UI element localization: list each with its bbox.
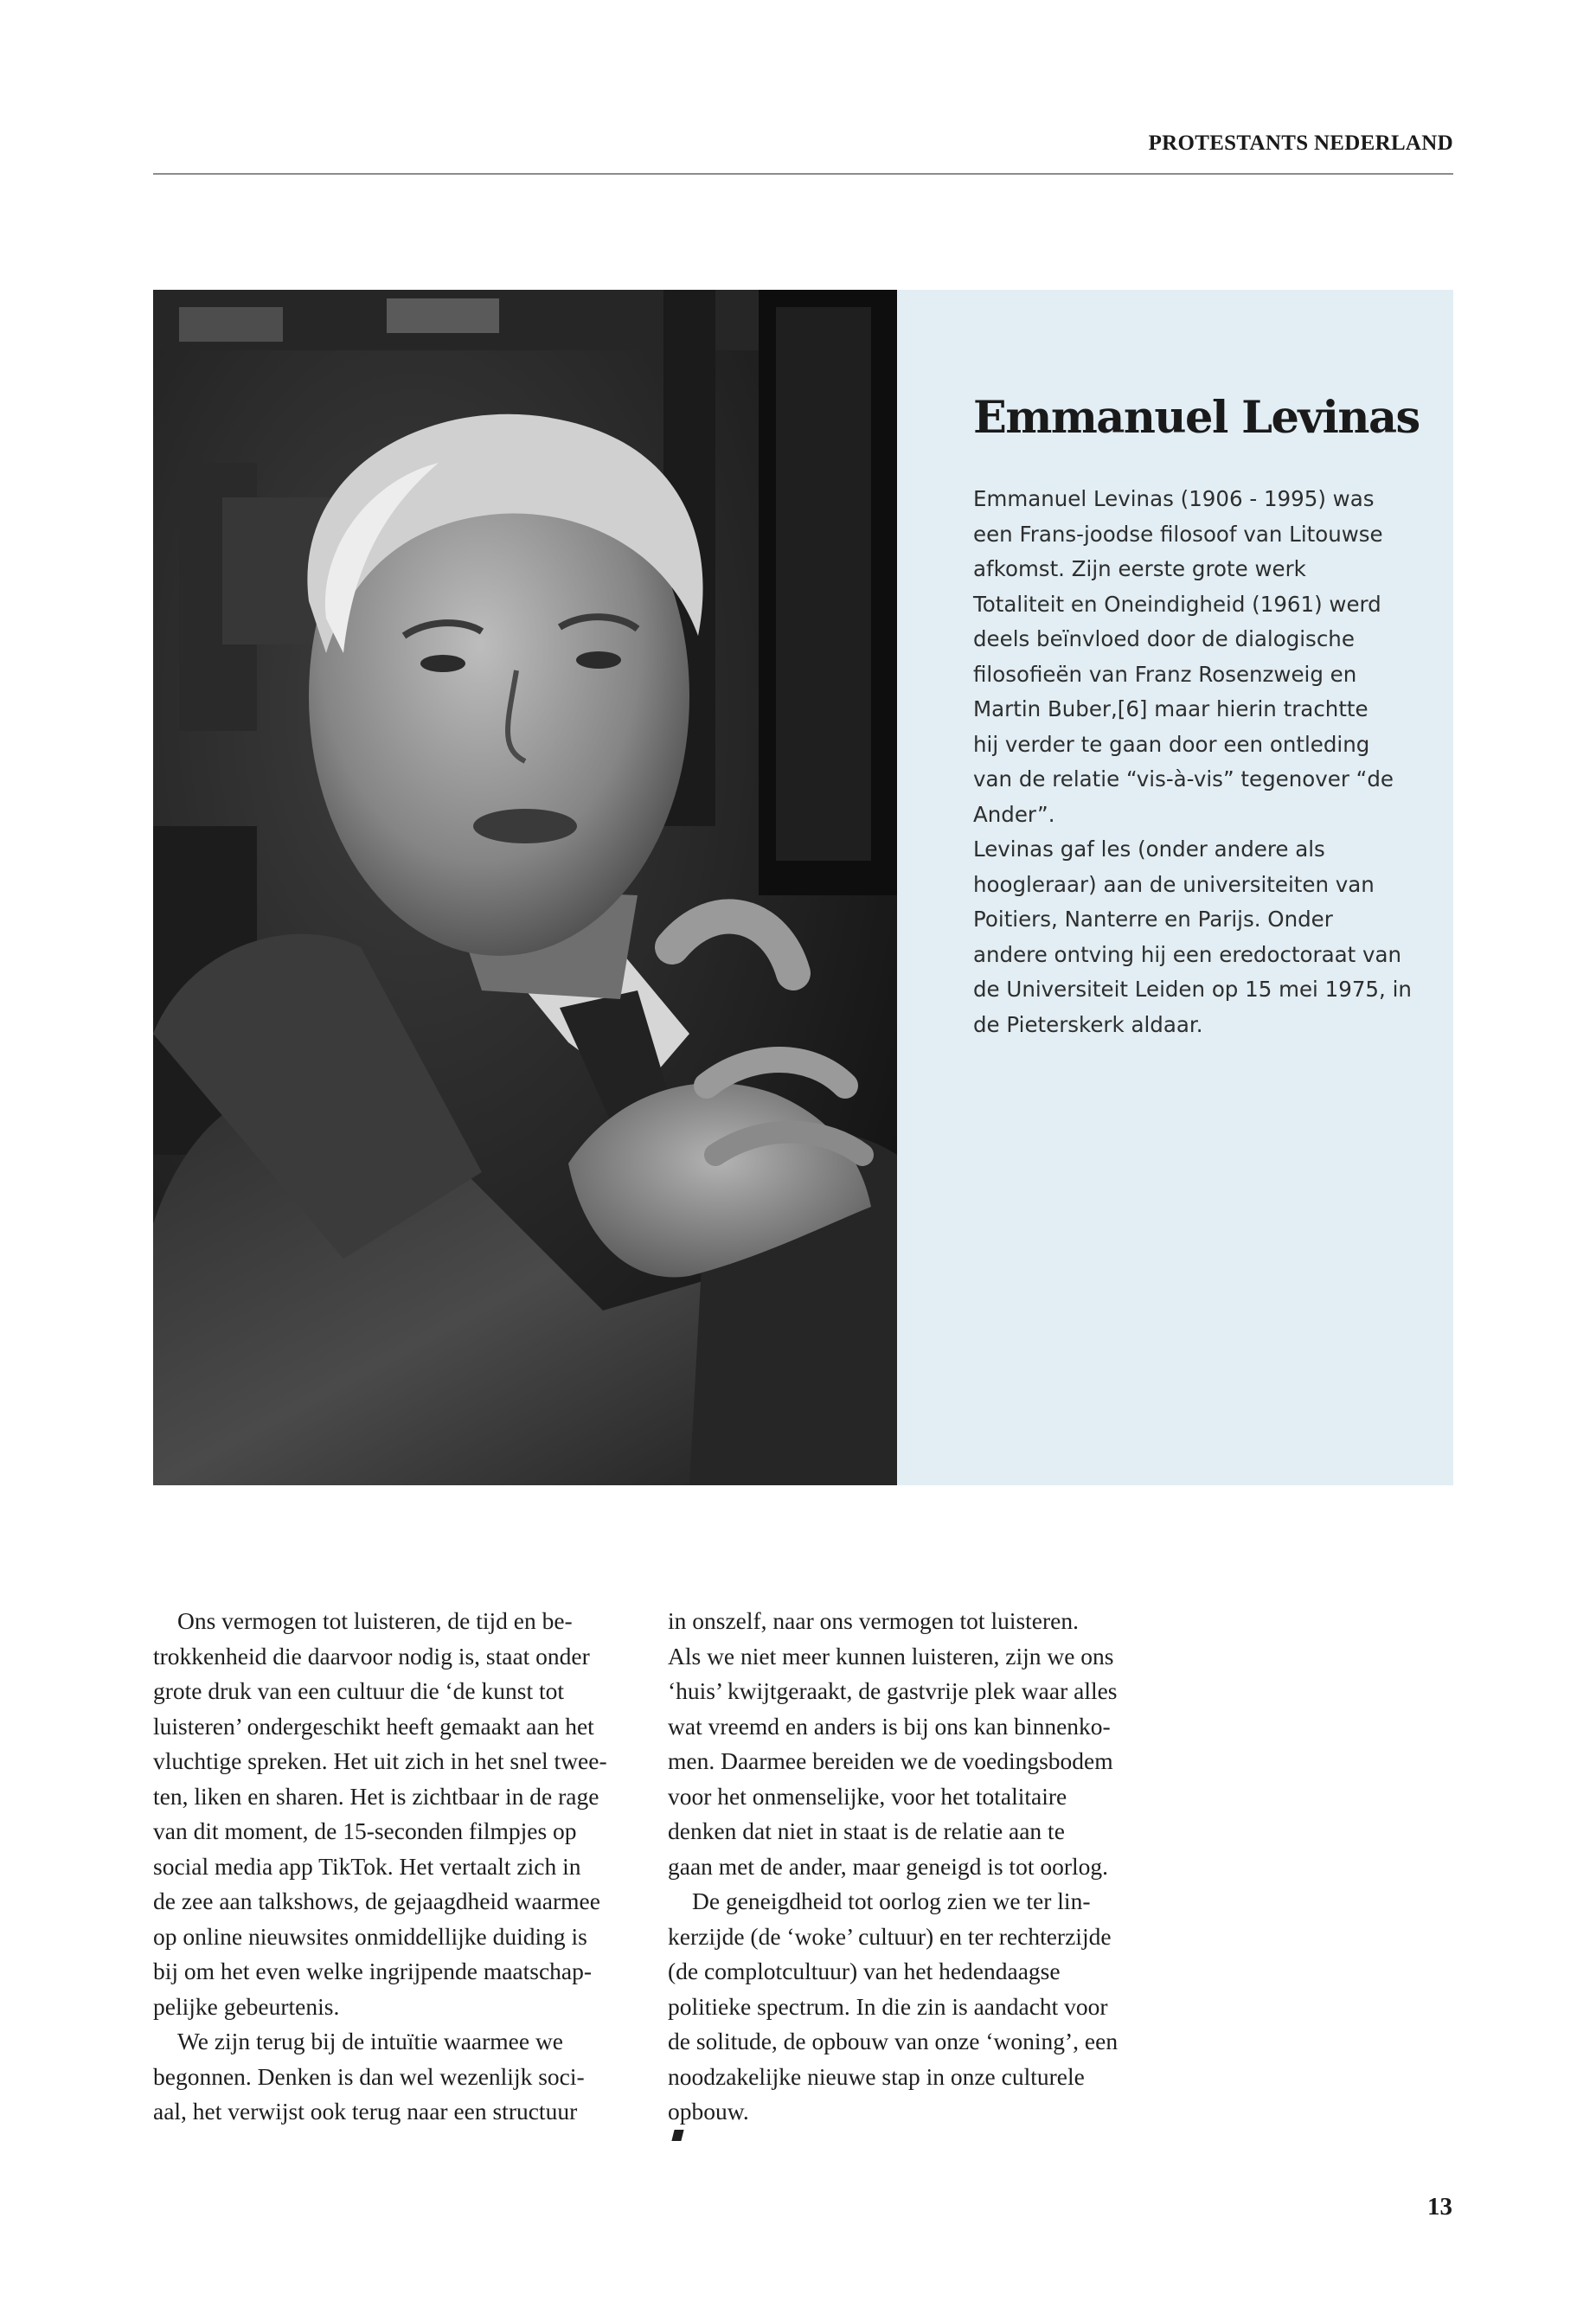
article-line: op online nieuwsites onmiddellijke duiding is (153, 1922, 587, 1950)
article-line: wat vreemd en anders is bij ons kan binnenko- (668, 1712, 1111, 1740)
biography-line: Martin Buber,[6] maar hierin trachtte (973, 696, 1368, 721)
article-line: We zijn terug bij de intuïtie waarmee we (177, 2028, 564, 2054)
article-line: de zee aan talkshows, de gejaagdheid waarmee (153, 1888, 600, 1914)
article-line: politieke spectrum. In die zin is aandacht voor (668, 1992, 1108, 2020)
biography-line: deels beïnvloed door de dialogische (973, 626, 1355, 651)
article-line: aal, het verwijst ook terug naar een structuur (153, 2098, 578, 2125)
biography-line: Totaliteit en Oneindigheid (1961) werd (973, 591, 1381, 617)
biography-line: afkomst. Zijn eerste grote werk (973, 556, 1306, 581)
article-line: ‘huis’ kwijtgeraakt, de gastvrije plek waar alles (668, 1677, 1118, 1704)
biography-line: de Pieterskerk aldaar. (973, 1011, 1203, 1037)
article-line: kerzijde (de ‘woke’ cultuur) en ter rechterzijde (668, 1922, 1112, 1950)
page-number: 13 (1427, 2193, 1452, 2221)
biography-line: Emmanuel Levinas (1906 - 1995) was (973, 486, 1375, 511)
article-line: Als we niet meer kunnen luisteren, zijn we ons (668, 1642, 1114, 1670)
article-line: vluchtige spreken. Het uit zich in het snel tweе- (153, 1747, 607, 1774)
article-line: noodzakelijke nieuwe stap in onze culturele (668, 2062, 1085, 2090)
article-line: de solitude, de opbouw van onze ‘woning’, een (668, 2028, 1118, 2054)
biography-line: Levinas gaf les (onder andere als (973, 836, 1325, 862)
article-line: ten, liken en sharen. Het is zichtbaar in de rage (153, 1782, 599, 1810)
levinas-portrait-photo (153, 290, 897, 1485)
biography-line: van de relatie “vis-à-vis” tegenover “de (973, 766, 1394, 792)
biography-title: Emmanuel Levinas (973, 392, 1420, 444)
article-column-left (153, 1604, 638, 2130)
article-line: denken dat niet in staat is de relatie aan te (668, 1817, 1065, 1844)
article-line-final (668, 2094, 1152, 2141)
article-line: pelijke gebeurtenis. (153, 1992, 340, 2020)
article-last-words: opbouw. (668, 2098, 749, 2125)
header-divider (153, 173, 1453, 175)
biography-line: hoogleraar) aan de universiteiten van (973, 871, 1375, 897)
article-line: (de complotcultuur) van het hedendaagse (668, 1958, 1061, 1984)
article-line: Ons vermogen tot luisteren, de tijd en be- (177, 1607, 573, 1634)
article-line: men. Daarmee bereiden we de voedingsbodem (668, 1747, 1113, 1774)
biography-sidebar (897, 290, 1453, 1485)
biography-line: hij verder te gaan door een ontleding (973, 731, 1370, 757)
biography-line: Poitiers, Nanterre en Parijs. Onder (973, 907, 1333, 932)
portrait-illustration (153, 290, 897, 1485)
running-header: PROTESTANTS NEDERLAND (1148, 131, 1453, 155)
article-line: gaan met de ander, maar geneigd is tot oorlog. (668, 1852, 1109, 1880)
article-line: De geneigdheid tot oorlog zien we ter lin- (692, 1888, 1091, 1914)
article-column-right (668, 1604, 1152, 2141)
biography-line: filosofieën van Franz Rosenzweig en (973, 661, 1357, 687)
article-line: luisteren’ ondergeschikt heeft gemaakt aan het (153, 1712, 594, 1740)
article-line: grote druk van een cultuur die ‘de kunst tot (153, 1677, 565, 1704)
article-line: trokkenheid die daarvoor nodig is, staat onder (153, 1642, 590, 1670)
article-line: in onszelf, naar ons vermogen tot luisteren. (668, 1607, 1080, 1634)
article-line: begonnen. Denken is dan wel wezenlijk soci- (153, 2062, 585, 2090)
biography-line: de Universiteit Leiden op 15 mei 1975, in (973, 977, 1412, 1002)
biography-line: andere ontving hij een eredoctoraat van (973, 941, 1402, 967)
article-line: voor het onmenselijke, voor het totalitaire (668, 1782, 1067, 1810)
biography-text (973, 482, 1423, 1042)
article-line: bij om het even welke ingrijpende maatschap- (153, 1958, 593, 1984)
biography-line: Ander”. (973, 801, 1055, 827)
biography-line: een Frans-joodse filosoof van Litouwse (973, 521, 1383, 547)
end-of-article-mark (671, 2130, 683, 2141)
article-line: van dit moment, de 15-seconden filmpjes op (153, 1817, 577, 1844)
article-line: social media app TikTok. Het vertaalt zich in (153, 1852, 581, 1880)
